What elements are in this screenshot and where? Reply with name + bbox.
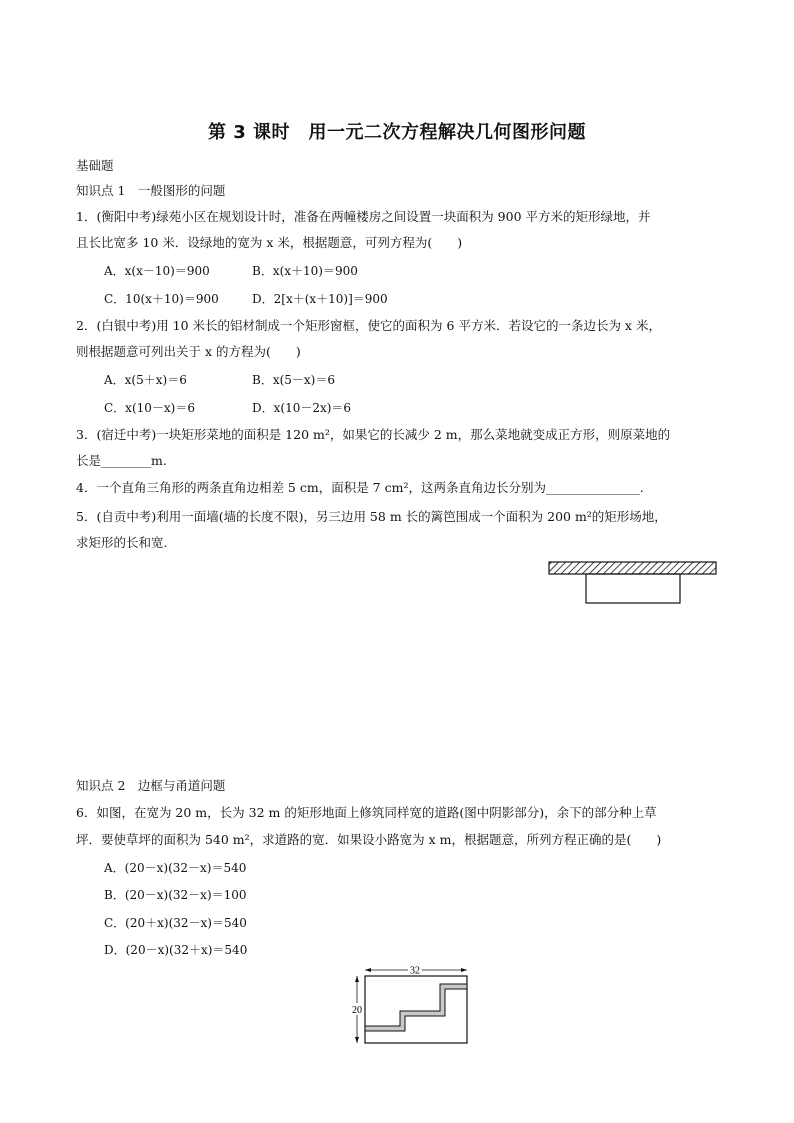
- arrow-left-icon: [365, 968, 371, 972]
- q2-line-2: 则根据题意可列出关于 x 的方程为( ): [76, 344, 301, 359]
- q1-option-c: C．10(x＋10)＝900: [104, 292, 219, 306]
- height-label: 20: [352, 1005, 362, 1016]
- q2-option-d: D．x(10－2x)＝6: [252, 401, 352, 415]
- page-title: 第 3 课时 用一元二次方程解决几何图形问题: [207, 122, 587, 143]
- q6-option-b: B．(20－x)(32－x)＝100: [104, 888, 247, 902]
- wall-rectangle-figure: [546, 560, 720, 608]
- wall-hatched: [549, 562, 716, 574]
- q6-option-a: A．(20－x)(32－x)＝540: [104, 861, 247, 875]
- q1-option-d: D．2[x＋(x＋10)]＝900: [252, 292, 388, 306]
- q3-line-2: 长是________m.: [76, 453, 167, 468]
- road-rectangle-figure: [348, 962, 474, 1048]
- arrow-down-icon: [355, 1037, 359, 1043]
- q1-line-1: 1．(衡阳中考)绿苑小区在规划设计时，准备在两幢楼房之间设置一块面积为 900 平方米的矩形绿地，并: [76, 209, 651, 224]
- q2-option-c: C．x(10－x)＝6: [104, 401, 195, 415]
- q6-option-d: D．(20－x)(32＋x)＝540: [104, 943, 248, 957]
- q6-line-1: 6．如图，在宽为 20 m，长为 32 m 的矩形地面上修筑同样宽的道路(图中阴影部分)，余下的部分种上草: [76, 805, 657, 820]
- q1-option-b: B．x(x＋10)＝900: [252, 264, 358, 278]
- width-label: 32: [410, 965, 420, 977]
- q2-option-b: B．x(5－x)＝6: [252, 373, 335, 387]
- q4-line-1: 4．一个直角三角形的两条直角边相差 5 cm，面积是 7 cm²，这两条直角边长分别为_______________.: [76, 480, 644, 495]
- q6-line-2: 坪．要使草坪的面积为 540 m²，求道路的宽．如果设小路宽为 x m，根据题意，所列方程正确的是( ): [76, 832, 662, 847]
- q5-line-2: 求矩形的长和宽.: [76, 535, 168, 550]
- q1-option-a: A．x(x－10)＝900: [104, 264, 210, 278]
- q6-option-c: C．(20＋x)(32－x)＝540: [104, 916, 247, 930]
- q5-line-1: 5．(自贡中考)利用一面墙(墙的长度不限)，另三边用 58 m 长的篱笆围成一个面积为 200 m²的矩形场地，: [76, 509, 667, 524]
- arrow-up-icon: [355, 976, 359, 982]
- q1-line-2: 且长比宽多 10 米．设绿地的宽为 x 米，根据题意，可列方程为( ): [76, 235, 463, 250]
- knowledge-point-2: 知识点 2 边框与甬道问题: [76, 778, 226, 793]
- q2-option-a: A．x(5＋x)＝6: [104, 373, 187, 387]
- arrow-right-icon: [461, 968, 467, 972]
- q2-line-1: 2．(白银中考)用 10 米长的铝材制成一个矩形窗框，使它的面积为 6 平方米．若设它的一条边长为 x 米，: [76, 318, 661, 333]
- fenced-rectangle: [586, 574, 680, 603]
- q3-line-1: 3．(宿迁中考)一块矩形菜地的面积是 120 m²，如果它的长减少 2 m，那么菜地就变成正方形，则原菜地的: [76, 427, 671, 442]
- section-heading-basic: 基础题: [76, 158, 114, 173]
- knowledge-point-1: 知识点 1 一般图形的问题: [76, 183, 226, 198]
